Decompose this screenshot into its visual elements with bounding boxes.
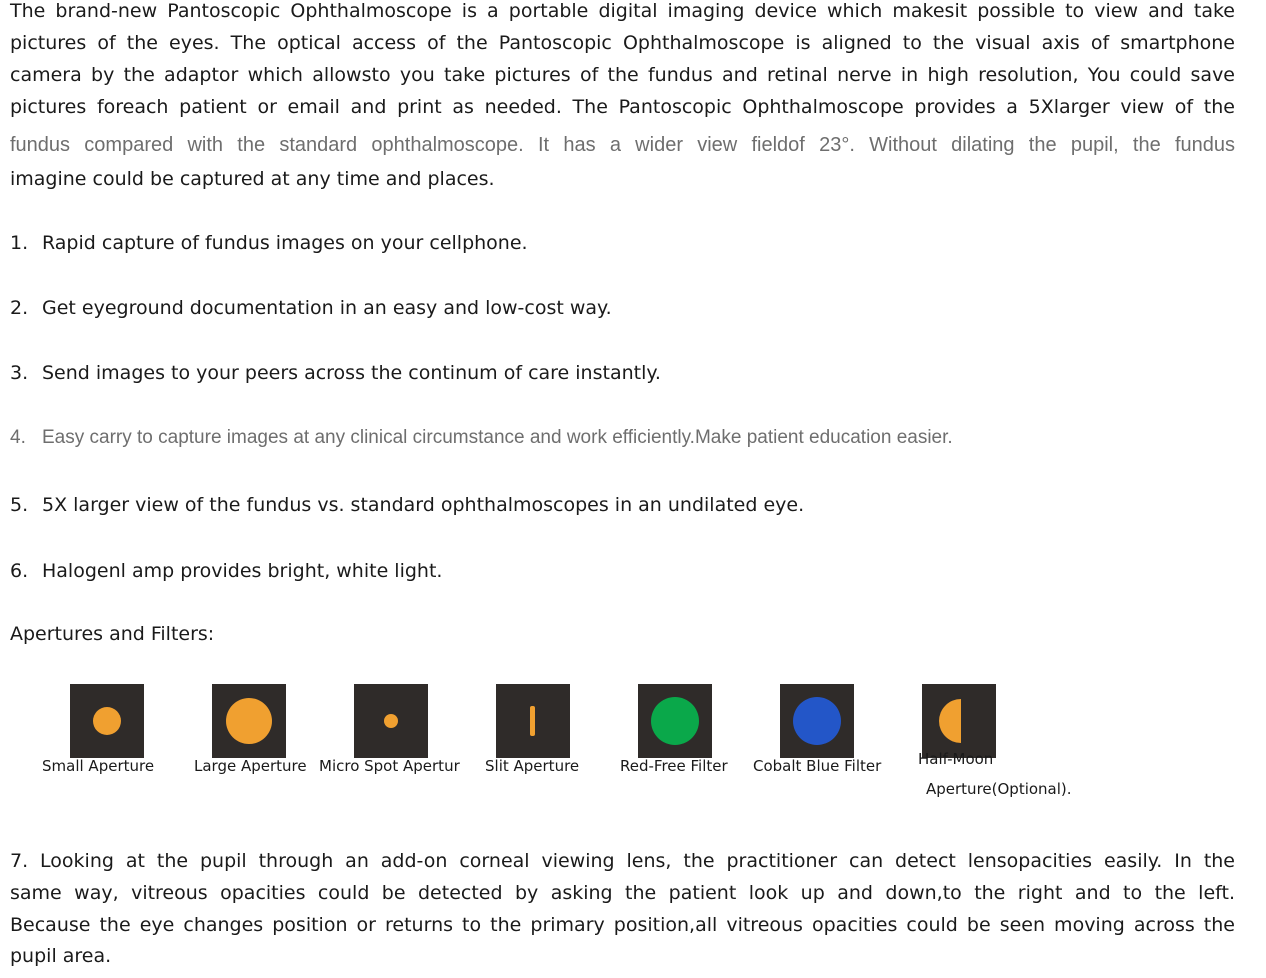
half-moon-label-line-2: Aperture(Optional). [926, 780, 1072, 798]
slit-aperture-label: Slit Aperture [485, 757, 580, 775]
intro-line-3: camera by the adaptor which allowsto you take pictures of the fundus and retinal nerve in high resolution, You could save [10, 64, 1235, 86]
intro-line-6: imagine could be captured at any time and places. [10, 168, 495, 190]
apertures-heading: Apertures and Filters: [10, 623, 215, 645]
orange-slit-icon [530, 706, 535, 736]
feature-item-2 [10, 297, 612, 319]
red-free-filter-label: Red-Free Filter [620, 757, 728, 775]
intro-line-4: pictures foreach patient or email and print as needed. The Pantoscopic Ophthalmoscope provides a 5Xlarger view of the [10, 96, 1235, 118]
red-free-filter-image [638, 684, 712, 758]
feature-text: Get eyeground documentation in an easy and low-cost way. [42, 297, 612, 319]
green-circle-icon [651, 697, 699, 745]
intro-line-2: pictures of the eyes. The optical access of the Pantoscopic Ophthalmoscope is aligned to the visual axis of smartphone [10, 32, 1235, 54]
cobalt-blue-filter-image [780, 684, 854, 758]
feature-item-4 [10, 427, 953, 449]
cobalt-blue-filter-label: Cobalt Blue Filter [753, 757, 882, 775]
micro-spot-aperture-label: Micro Spot Apertur [319, 757, 460, 775]
intro-line-5: fundus compared with the standard ophthalmoscope. It has a wider view fieldof 23°. Without dilating the pupil, the fundus [10, 134, 1235, 156]
feature-text: Rapid capture of fundus images on your cellphone. [42, 232, 528, 254]
feature-text: Easy carry to capture images at any clinical circumstance and work efficiently.Make patient education easier. [42, 427, 953, 448]
feature-item-3 [10, 362, 661, 384]
half-moon-aperture-image [922, 684, 996, 758]
item7-line-3: Because the eye changes position or returns to the primary position,all vitreous opacities could be seen moving across the [10, 914, 1235, 936]
feature-number: 6. [10, 560, 29, 582]
small-orange-dot-icon [93, 707, 121, 735]
orange-half-moon-icon [939, 699, 961, 743]
item7-line-2: same way, vitreous opacities could be detected by asking the patient look up and down,to the right and to the left. [10, 882, 1235, 904]
feature-number: 5. [10, 494, 29, 516]
feature-number: 2. [10, 297, 29, 319]
large-aperture-image [212, 684, 286, 758]
feature-item-6 [10, 560, 442, 582]
slit-aperture-image [496, 684, 570, 758]
feature-number: 4. [10, 427, 26, 448]
micro-spot-aperture-image [354, 684, 428, 758]
blue-circle-icon [793, 697, 841, 745]
item7-line-4: pupil area. [10, 945, 112, 967]
intro-line-1: The brand-new Pantoscopic Ophthalmoscope is a portable digital imaging device which makesit possible to view and take [10, 0, 1235, 22]
micro-orange-dot-icon [384, 714, 398, 728]
feature-text: Halogenl amp provides bright, white light. [42, 560, 443, 582]
item7-line-1: 7. Looking at the pupil through an add-on corneal viewing lens, the practitioner can detect lensopacities easily. In the [10, 850, 1235, 872]
large-orange-dot-icon [226, 698, 272, 744]
half-moon-label-line-1: Half-Moon [918, 750, 994, 768]
feature-number: 1. [10, 232, 29, 254]
large-aperture-label: Large Aperture [194, 757, 307, 775]
feature-number: 3. [10, 362, 29, 384]
feature-text: Send images to your peers across the continum of care instantly. [42, 362, 661, 384]
small-aperture-image [70, 684, 144, 758]
feature-item-5 [10, 494, 804, 516]
small-aperture-label: Small Aperture [42, 757, 155, 775]
feature-item-1 [10, 232, 528, 254]
feature-text: 5X larger view of the fundus vs. standard ophthalmoscopes in an undilated eye. [42, 494, 805, 516]
